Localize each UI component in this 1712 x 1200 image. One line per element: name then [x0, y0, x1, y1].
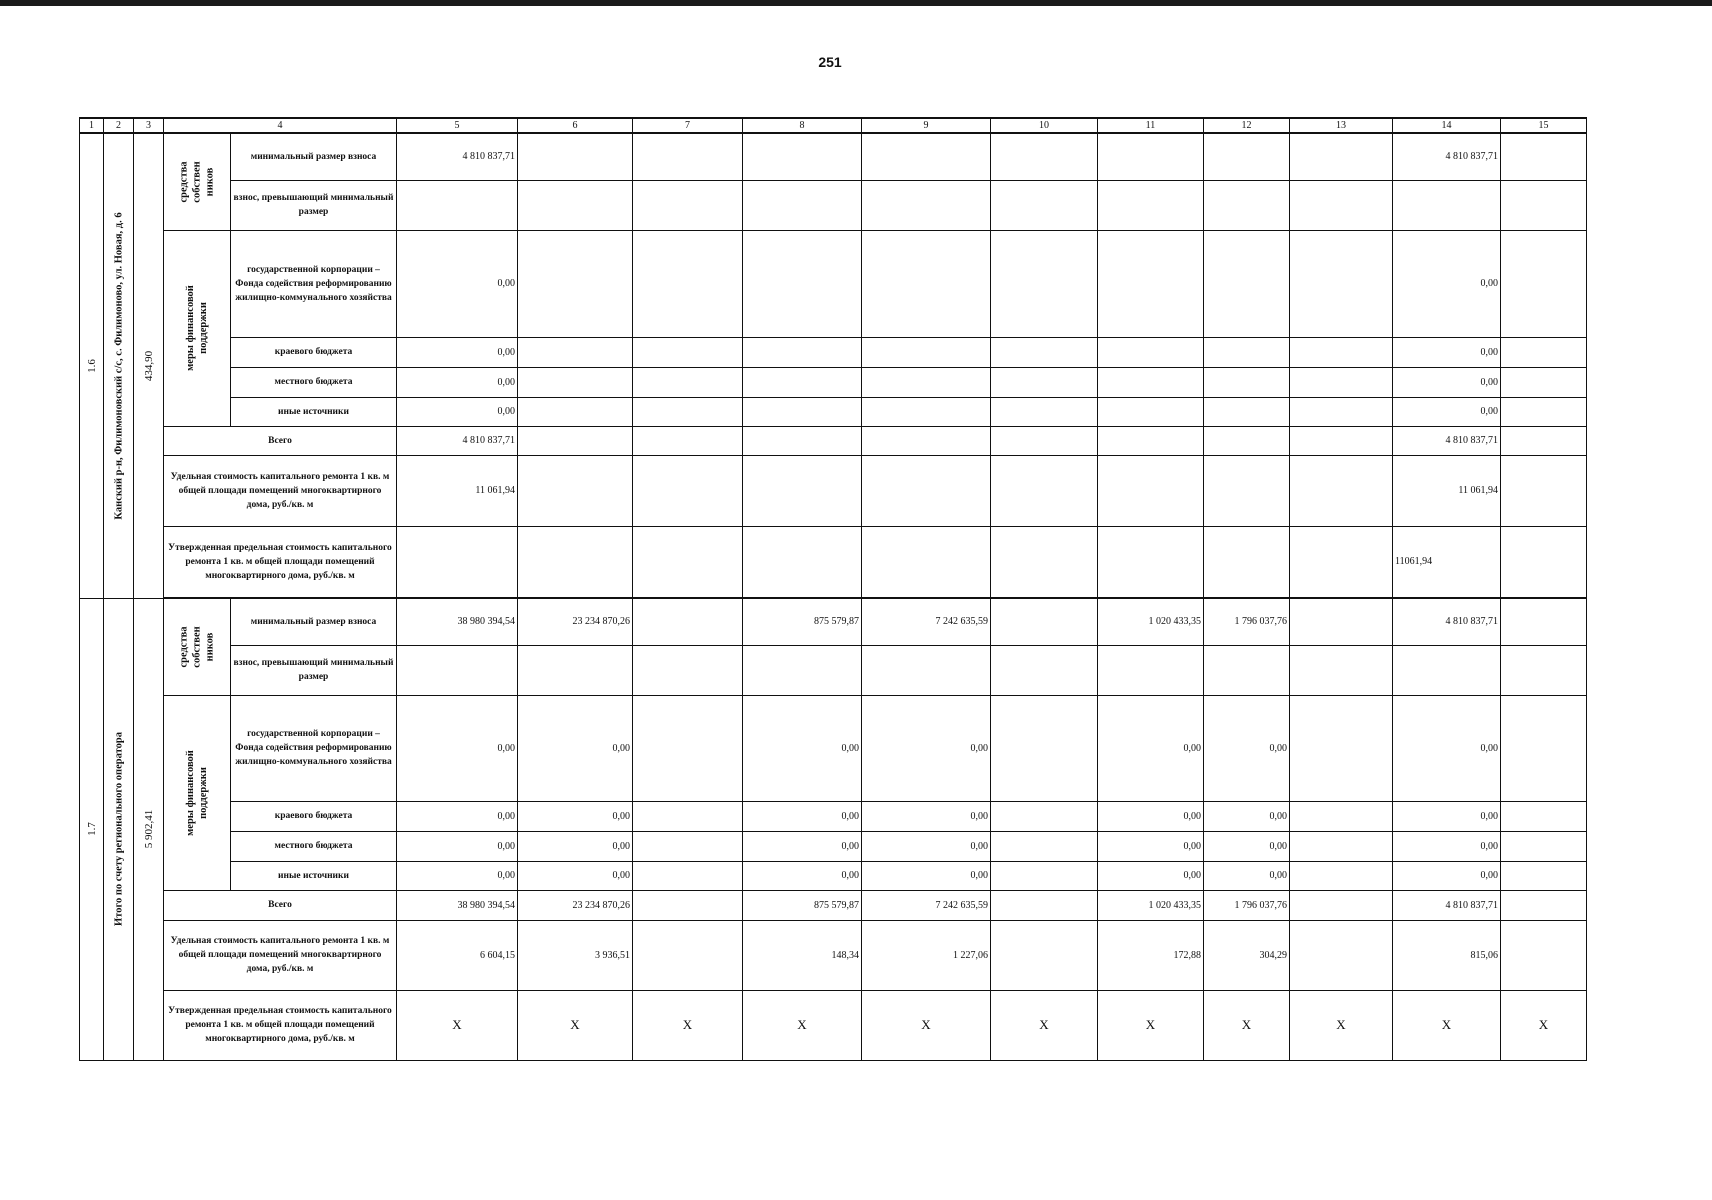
row-label: минимальный размер взноса — [231, 133, 397, 180]
support-label: меры финансовой поддержки — [164, 230, 231, 426]
table-cell: 1 020 433,35 — [1098, 890, 1204, 920]
table-cell: 11 061,94 — [397, 455, 518, 526]
item-number: 1.7 — [80, 598, 104, 1060]
object-address: Итого по счету регионального оператора — [104, 598, 134, 1060]
table-cell: 4 810 837,71 — [1393, 890, 1501, 920]
table-cell: 3 936,51 — [518, 920, 633, 990]
table-cell: 0,00 — [862, 801, 991, 831]
table-row — [80, 890, 1587, 920]
object-area: 434,90 — [134, 133, 164, 598]
row-label: Удельная стоимость капитального ремонта 1 кв. м общей площади помещений многоквартирного дома, руб./кв. м — [164, 455, 397, 526]
row-label: местного бюджета — [231, 831, 397, 861]
table-cell: 0,00 — [1204, 695, 1290, 801]
table-row — [80, 645, 1587, 695]
row-label: Удельная стоимость капитального ремонта 1 кв. м общей площади помещений многоквартирного дома, руб./кв. м — [164, 920, 397, 990]
table-cell: 23 234 870,26 — [518, 598, 633, 645]
row-label: Всего — [164, 890, 397, 920]
col-header-8: 8 — [743, 118, 862, 133]
row-label: государственной корпорации – Фонда содействия реформированию жилищно-коммунального хозяйства — [231, 230, 397, 337]
table-row — [80, 367, 1587, 397]
table-cell: 0,00 — [397, 337, 518, 367]
header-row — [80, 118, 1587, 133]
table-cell: 0,00 — [1393, 801, 1501, 831]
table-cell: 0,00 — [397, 695, 518, 801]
table-cell: 0,00 — [397, 831, 518, 861]
table-cell: 4 810 837,71 — [397, 426, 518, 455]
x-mark: X — [1501, 990, 1587, 1060]
support-label: меры финансовой поддержки — [164, 695, 231, 890]
table-row — [80, 831, 1587, 861]
row-label: минимальный размер взноса — [231, 598, 397, 645]
table-cell: 4 810 837,71 — [1393, 133, 1501, 180]
x-mark: X — [633, 990, 743, 1060]
table-cell: 0,00 — [1393, 861, 1501, 890]
table-row — [80, 861, 1587, 890]
table-cell: 38 980 394,54 — [397, 598, 518, 645]
table-cell: 0,00 — [1393, 695, 1501, 801]
table-cell: 0,00 — [397, 367, 518, 397]
table-cell: 1 020 433,35 — [1098, 598, 1204, 645]
col-header-10: 10 — [991, 118, 1098, 133]
col-header-2: 2 — [104, 118, 134, 133]
x-mark: X — [743, 990, 862, 1060]
table-cell: 0,00 — [1098, 801, 1204, 831]
table-row — [80, 990, 1587, 1060]
table-cell: 0,00 — [1098, 695, 1204, 801]
table-cell: 0,00 — [397, 230, 518, 337]
table-cell: 815,06 — [1393, 920, 1501, 990]
table-cell: 11061,94 — [1393, 526, 1501, 597]
table-cell: 0,00 — [743, 831, 862, 861]
col-header-1: 1 — [80, 118, 104, 133]
table-cell: 0,00 — [518, 695, 633, 801]
table-cell: 0,00 — [1098, 861, 1204, 890]
row-label: краевого бюджета — [231, 337, 397, 367]
row-label: краевого бюджета — [231, 801, 397, 831]
table-cell: 0,00 — [743, 695, 862, 801]
table-cell: 172,88 — [1098, 920, 1204, 990]
table-cell: 875 579,87 — [743, 890, 862, 920]
table-row — [80, 133, 1587, 180]
x-mark: X — [862, 990, 991, 1060]
col-header-9: 9 — [862, 118, 991, 133]
x-mark: X — [991, 990, 1098, 1060]
table-cell: 0,00 — [1098, 831, 1204, 861]
table-cell: 38 980 394,54 — [397, 890, 518, 920]
col-header-15: 15 — [1501, 118, 1587, 133]
table-cell: 0,00 — [1393, 397, 1501, 426]
table-row — [80, 920, 1587, 990]
row-label: взнос, превышающий минимальный размер — [231, 645, 397, 695]
page-number: 251 — [818, 54, 842, 70]
table-cell: 4 810 837,71 — [1393, 426, 1501, 455]
item-number: 1.6 — [80, 133, 104, 598]
x-mark: X — [397, 990, 518, 1060]
row-label: Утвержденная предельная стоимость капитального ремонта 1 кв. м общей площади помещений многоквартирного дома, руб./кв. м — [164, 526, 397, 597]
capital-repair-table — [79, 117, 1587, 1061]
owners-funds-label: средства собствен ников — [164, 133, 231, 230]
object-address: Канский р-н, Филимоновский с/с, с. Филимоново, ул. Новая, д. 6 — [104, 133, 134, 598]
table-cell: 875 579,87 — [743, 598, 862, 645]
table-cell: 0,00 — [1204, 861, 1290, 890]
table-cell: 0,00 — [1393, 831, 1501, 861]
table-cell: 6 604,15 — [397, 920, 518, 990]
table-row — [80, 397, 1587, 426]
x-mark: X — [1290, 990, 1393, 1060]
table-cell: 1 227,06 — [862, 920, 991, 990]
table-cell: 0,00 — [1393, 367, 1501, 397]
table-cell: 0,00 — [518, 801, 633, 831]
row-label: Всего — [164, 426, 397, 455]
row-label: Утвержденная предельная стоимость капитального ремонта 1 кв. м общей площади помещений многоквартирного дома, руб./кв. м — [164, 990, 397, 1060]
col-header-13: 13 — [1290, 118, 1393, 133]
table-cell: 7 242 635,59 — [862, 890, 991, 920]
x-mark: X — [1393, 990, 1501, 1060]
col-header-11: 11 — [1098, 118, 1204, 133]
table-row — [80, 230, 1587, 337]
table-cell: 1 796 037,76 — [1204, 890, 1290, 920]
table-cell: 0,00 — [1204, 831, 1290, 861]
x-mark: X — [518, 990, 633, 1060]
table-cell: 0,00 — [1393, 337, 1501, 367]
table-cell: 0,00 — [397, 861, 518, 890]
table-cell: 0,00 — [1204, 801, 1290, 831]
col-header-4: 4 — [164, 118, 397, 133]
table-cell: 0,00 — [862, 695, 991, 801]
table-cell: 0,00 — [1393, 230, 1501, 337]
table-row — [80, 695, 1587, 801]
table-cell: 0,00 — [862, 861, 991, 890]
table-cell: 0,00 — [743, 861, 862, 890]
table-cell: 0,00 — [743, 801, 862, 831]
row-label: взнос, превышающий минимальный размер — [231, 180, 397, 230]
col-header-14: 14 — [1393, 118, 1501, 133]
table-cell: 0,00 — [397, 397, 518, 426]
col-header-5: 5 — [397, 118, 518, 133]
table-cell: 23 234 870,26 — [518, 890, 633, 920]
table-cell: 0,00 — [518, 861, 633, 890]
row-label: иные источники — [231, 861, 397, 890]
table-row — [80, 426, 1587, 455]
object-area: 5 902,41 — [134, 598, 164, 1060]
table-cell: 11 061,94 — [1393, 455, 1501, 526]
table-row — [80, 801, 1587, 831]
table-cell: 148,34 — [743, 920, 862, 990]
table-cell: 0,00 — [397, 801, 518, 831]
table-cell: 1 796 037,76 — [1204, 598, 1290, 645]
table-cell: 4 810 837,71 — [397, 133, 518, 180]
table-row — [80, 180, 1587, 230]
row-label: местного бюджета — [231, 367, 397, 397]
x-mark: X — [1204, 990, 1290, 1060]
table-row — [80, 337, 1587, 367]
table-row — [80, 526, 1587, 597]
table-cell: 0,00 — [862, 831, 991, 861]
row-label: государственной корпорации – Фонда содействия реформированию жилищно-коммунального хозяйства — [231, 695, 397, 801]
scan-top-edge — [0, 0, 1712, 6]
col-header-12: 12 — [1204, 118, 1290, 133]
row-label: иные источники — [231, 397, 397, 426]
table-cell: 304,29 — [1204, 920, 1290, 990]
table-cell: 7 242 635,59 — [862, 598, 991, 645]
table-row — [80, 455, 1587, 526]
table-cell: 4 810 837,71 — [1393, 598, 1501, 645]
owners-funds-label: средства собствен ников — [164, 598, 231, 695]
col-header-7: 7 — [633, 118, 743, 133]
table-row — [80, 598, 1587, 645]
col-header-6: 6 — [518, 118, 633, 133]
table-cell: 0,00 — [518, 831, 633, 861]
x-mark: X — [1098, 990, 1204, 1060]
col-header-3: 3 — [134, 118, 164, 133]
